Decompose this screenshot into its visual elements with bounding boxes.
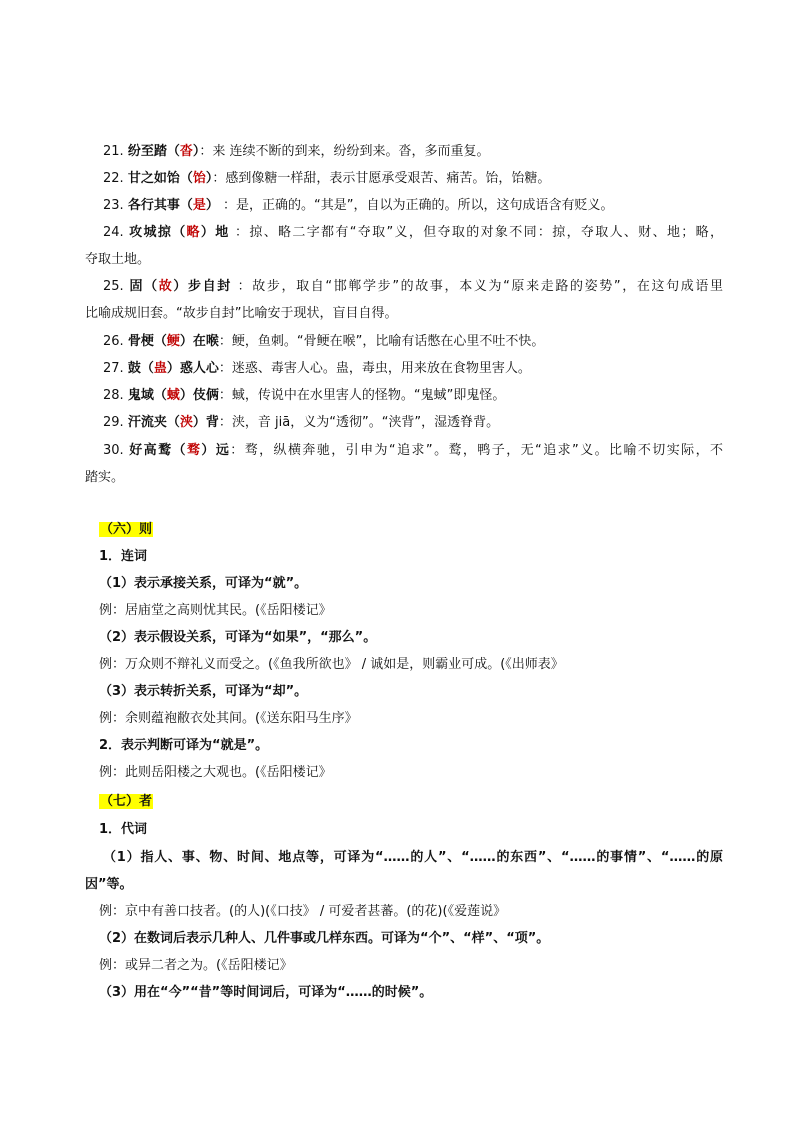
item-number: 29. bbox=[103, 415, 124, 430]
zhe-point-1-continuation: 因”等。 bbox=[85, 877, 133, 892]
idiom-item-25: 25. 固（故）步自封 ：故步，取自“邯郸学步”的故事，本义为“原来走路的姿势”，在这句成语里 bbox=[103, 279, 723, 294]
item-number: 21. bbox=[103, 144, 124, 159]
section-heading-ze bbox=[99, 520, 153, 540]
corrected-char: 骛 bbox=[186, 443, 202, 458]
idiom-text-post: 惑人心 bbox=[179, 361, 219, 376]
idiom-explanation: ：来 连续不断的到来，纷纷到来。沓，多而重复。 bbox=[199, 144, 490, 159]
corrected-char: 故 bbox=[158, 279, 174, 294]
idiom-text: 甘之如饴 bbox=[127, 171, 180, 186]
idiom-text: 攻城掠 bbox=[129, 225, 173, 240]
idiom-item-24: 24. 攻城掠（略）地 ：掠、略二字都有“夺取”义，但夺取的对象不同：掠，夺取人、财、地；略， bbox=[103, 225, 723, 240]
idiom-item-27: 27. 鼓（蛊）惑人心：迷惑、毒害人心。蛊，毒虫，用来放在食物里害人。 bbox=[103, 361, 531, 376]
subheading-judgment: 2．表示判断可译为“就是”。 bbox=[99, 738, 269, 753]
idiom-explanation: ：鲠，鱼刺。“骨鲠在喉”，比喻有话憋在心里不吐不快。 bbox=[218, 334, 545, 349]
idiom-text: 各行其事 bbox=[127, 198, 180, 213]
idiom-explanation: ：感到像糖一样甜，表示甘愿承受艰苦、痛苦。饴，饴糖。 bbox=[212, 171, 551, 186]
idiom-text: 鬼域 bbox=[127, 388, 154, 403]
ze-example-1: 例：居庙堂之高则忧其民。(《岳阳楼记》 bbox=[99, 603, 332, 618]
corrected-char: 鲠 bbox=[166, 334, 180, 349]
section-heading-zhe bbox=[99, 792, 153, 812]
idiom-text-post: 地 bbox=[215, 225, 230, 240]
ze-point-1: （1）表示承接关系，可译为“就”。 bbox=[99, 576, 308, 591]
idiom-explanation: ：浃，音 jiā，义为“透彻”。“浃背”，湿透脊背。 bbox=[218, 415, 500, 430]
idiom-item-22: 22. 甘之如饴（饴）：感到像糖一样甜，表示甘愿承受艰苦、痛苦。饴，饴糖。 bbox=[103, 171, 551, 186]
idiom-item-28: 28. 鬼域（蜮）伎俩：蜮，传说中在水里害人的怪物。“鬼蜮”即鬼怪。 bbox=[103, 388, 506, 403]
idiom-text: 好高鹜 bbox=[129, 443, 173, 458]
item-number: 28. bbox=[103, 388, 124, 403]
idiom-text: 固 bbox=[129, 279, 145, 294]
idiom-explanation: ：迷惑、毒害人心。蛊，毒虫，用来放在食物里害人。 bbox=[218, 361, 531, 376]
corrected-char: 略 bbox=[186, 225, 201, 240]
idiom-text-post: 背 bbox=[205, 415, 219, 430]
idiom-explanation: ：蜮，传说中在水里害人的怪物。“鬼蜮”即鬼怪。 bbox=[218, 388, 506, 403]
item-number: 27. bbox=[103, 361, 124, 376]
ze-example-2: 例：万众则不辩礼义而受之。(《鱼我所欲也》 / 诚如是，则霸业可成。(《出师表》 bbox=[99, 657, 564, 672]
corrected-char: 蛊 bbox=[153, 361, 167, 376]
corrected-char: 沓 bbox=[179, 144, 193, 159]
item-number: 23. bbox=[103, 198, 124, 213]
item-number: 25. bbox=[103, 279, 124, 294]
idiom-explanation: ：掠、略二字都有“夺取”义，但夺取的对象不同：掠，夺取人、财、地；略， bbox=[229, 225, 723, 240]
zhe-point-3: （3）用在“今”“昔”等时间词后，可译为“……的时候”。 bbox=[99, 985, 433, 1000]
zhe-example-2: 例：或异二者之为。(《岳阳楼记》 bbox=[99, 958, 293, 973]
ze-point-3: （3）表示转折关系，可译为“却”。 bbox=[99, 684, 308, 699]
idiom-item-30-continuation: 踏实。 bbox=[85, 470, 125, 485]
idiom-item-24-continuation: 夺取土地。 bbox=[85, 252, 151, 267]
corrected-char: 蜮 bbox=[166, 388, 180, 403]
subheading-conjunction: 1．连词 bbox=[99, 549, 148, 564]
section-heading-text: （七）者 bbox=[100, 794, 153, 809]
section-heading-text: （六）则 bbox=[100, 522, 153, 537]
zhe-point-1: （1）指人、事、物、时间、地点等，可译为“……的人”、“……的东西”、“……的事情”、“……的原 bbox=[103, 850, 723, 865]
idiom-text: 纷至踏 bbox=[127, 144, 167, 159]
idiom-item-25-continuation: 比喻成规旧套。“故步自封”比喻安于现状，盲目自得。 bbox=[85, 306, 398, 321]
idiom-item-23: 23. 各行其事（是） ：是，正确的。“其是”，自以为正确的。所以，这句成语含有贬义。 bbox=[103, 198, 614, 213]
idiom-item-26: 26. 骨梗（鲠）在喉：鲠，鱼刺。“骨鲠在喉”，比喻有话憋在心里不吐不快。 bbox=[103, 334, 545, 349]
idiom-text-post: 远 bbox=[215, 443, 231, 458]
idiom-explanation: ：是，正确的。“其是”，自以为正确的。所以，这句成语含有贬义。 bbox=[218, 198, 614, 213]
item-number: 24. bbox=[103, 225, 124, 240]
zhe-point-2: （2）在数词后表示几种人、几件事或几样东西。可译为“个”、“样”、“项”。 bbox=[99, 931, 550, 946]
idiom-item-29: 29. 汗流夹（浃）背：浃，音 jiā，义为“透彻”。“浃背”，湿透脊背。 bbox=[103, 415, 500, 430]
corrected-char: 浃 bbox=[179, 415, 193, 430]
idiom-text-post: 在喉 bbox=[192, 334, 219, 349]
ze-point-2: （2）表示假设关系，可译为“如果”，“那么”。 bbox=[99, 630, 377, 645]
idiom-text-post: 伎俩 bbox=[192, 388, 219, 403]
ze-example-3: 例：余则蕴袍敝衣处其间。(《送东阳马生序》 bbox=[99, 711, 358, 726]
idiom-explanation: ：故步，取自“邯郸学步”的故事，本义为“原来走路的姿势”，在这句成语里 bbox=[231, 279, 723, 294]
idiom-text-post: 步自封 bbox=[188, 279, 232, 294]
idiom-text: 骨梗 bbox=[127, 334, 154, 349]
zhe-example-1: 例：京中有善口技者。(的人)(《口技》 / 可爱者甚蕃。(的花)(《爱莲说》 bbox=[99, 904, 507, 919]
idiom-text: 鼓 bbox=[127, 361, 141, 376]
item-number: 22. bbox=[103, 171, 124, 186]
item-number: 26. bbox=[103, 334, 124, 349]
idiom-text: 汗流夹 bbox=[127, 415, 167, 430]
corrected-char: 是 bbox=[192, 198, 206, 213]
idiom-item-21: 21. 纷至踏（沓）：来 连续不断的到来，纷纷到来。沓，多而重复。 bbox=[103, 144, 490, 159]
item-number: 30. bbox=[103, 443, 124, 458]
idiom-explanation: ：骛，纵横奔驰，引申为“追求”。鹜，鸭子，无“追求”义。比喻不切实际，不 bbox=[230, 443, 723, 458]
corrected-char: 饴 bbox=[192, 171, 206, 186]
subheading-pronoun: 1．代词 bbox=[99, 822, 148, 837]
idiom-item-30: 30. 好高鹜（骛）远：骛，纵横奔驰，引申为“追求”。鹜，鸭子，无“追求”义。比喻不切实际，不 bbox=[103, 443, 723, 458]
ze-example-4: 例：此则岳阳楼之大观也。(《岳阳楼记》 bbox=[99, 765, 332, 780]
